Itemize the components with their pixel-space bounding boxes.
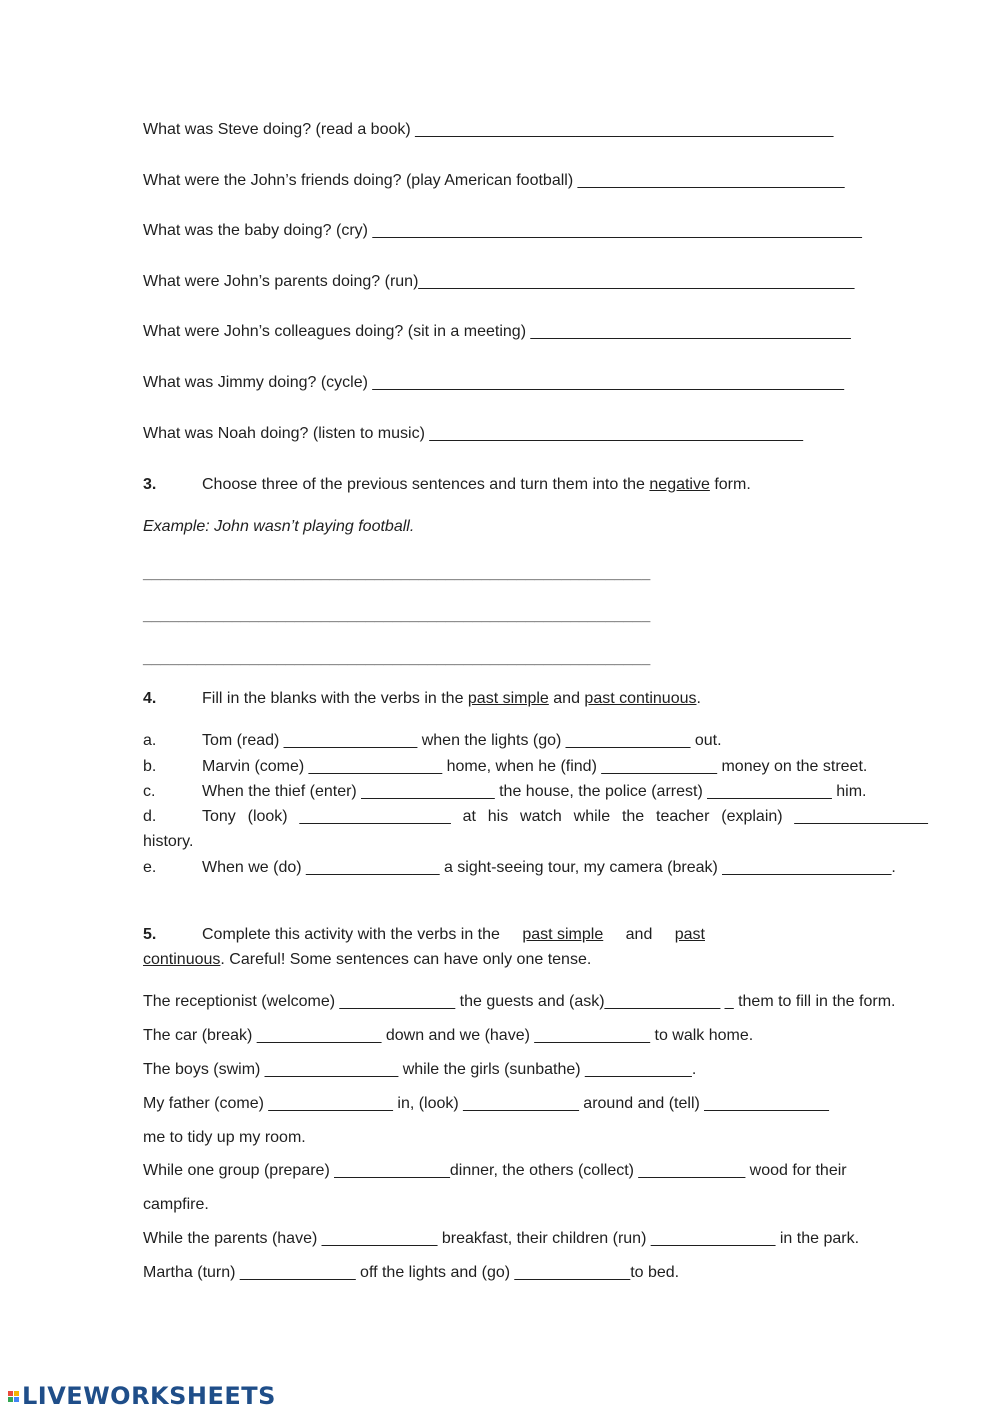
exercise-sentence-6[interactable]: While the parents (have) _____________ breakfast, their children (run) ______________ in the park. [143,1230,860,1247]
section-4-heading: 4. Fill in the blanks with the verbs in the past simple and past continuous. [143,690,701,707]
logo-text: LIVEWORKSHEETS [22,1382,276,1410]
section-5-heading-line2: continuous. Careful! Some sentences can have only one tense. [143,951,592,968]
answer-line-1[interactable]: _________________________________________________________ [143,565,651,582]
question-2: What were the John’s friends doing? (play American football) ______________________________ [143,172,845,189]
exercise-item-d-continuation: history. [143,833,194,850]
section-5-heading-line1: Complete this activity with the verbs in the past simple and past [202,926,705,943]
answer-line-3[interactable]: _________________________________________________________ [143,650,651,667]
answer-blank[interactable]: _________________________________________________ [418,273,855,290]
logo-block [8,1391,13,1396]
logo-block [14,1391,19,1396]
logo-blocks-icon [8,1391,19,1402]
answer-blank[interactable]: _____________________________________________________ [372,374,845,391]
question-7: What was Noah doing? (listen to music) __________________________________________ [143,425,804,442]
exercise-sentence-3[interactable]: The boys (swim) _______________ while the girls (sunbathe) ____________. [143,1061,697,1078]
question-3: What was the baby doing? (cry) _______________________________________________________ [143,222,862,239]
exercise-item-d[interactable]: Tony (look) _________________ at his watch while the teacher (explain) _______________ [202,808,928,825]
question-4: What were John’s parents doing? (run)_________________________________________________ [143,273,855,290]
underlined-term: past [674,926,705,943]
question-1: What was Steve doing? (read a book) _______________________________________________ [143,121,834,138]
answer-blank[interactable]: ______________________________ [577,172,845,189]
exercise-sentence-4[interactable]: My father (come) ______________ in, (look) _____________ around and (tell) ______________ [143,1095,829,1112]
exercise-item-e[interactable]: e. When we (do) _______________ a sight-seeing tour, my camera (break) ___________________. [143,859,896,876]
question-5: What were John’s colleagues doing? (sit in a meeting) ____________________________________ [143,323,851,340]
section-number: 4. [143,690,157,707]
exercise-sentence-5-continuation: campfire. [143,1196,209,1213]
exercise-item-d-label: d. [143,808,157,825]
answer-blank[interactable]: _________________ [299,808,451,825]
underlined-term: past simple [522,926,604,943]
answer-line-2[interactable]: _________________________________________________________ [143,607,651,624]
exercise-sentence-4-continuation: me to tidy up my room. [143,1129,306,1146]
section-3-example: Example: John wasn’t playing football. [143,518,415,535]
answer-blank[interactable]: __________________________________________ [429,425,804,442]
answer-blank[interactable]: _______________ [794,808,928,825]
logo-block [8,1397,13,1402]
exercise-sentence-2[interactable]: The car (break) ______________ down and we (have) _____________ to walk home. [143,1027,754,1044]
section-3-heading: 3. Choose three of the previous sentences and turn them into the negative form. [143,476,751,493]
answer-blank[interactable]: _______________________________________________________ [372,222,862,239]
exercise-item-a[interactable]: a. Tom (read) _______________ when the lights (go) ______________ out. [143,732,722,749]
answer-blank[interactable]: _______________________________________________ [415,121,834,138]
answer-blank[interactable]: ____________________________________ [530,323,851,340]
exercise-sentence-5[interactable]: While one group (prepare) _____________dinner, the others (collect) ____________ wood for their [143,1162,847,1179]
logo-block [14,1397,19,1402]
underlined-term: negative [649,476,710,493]
exercise-item-b[interactable]: b. Marvin (come) _______________ home, when he (find) _____________ money on the street. [143,758,868,775]
liveworksheets-logo[interactable] [8,1382,276,1410]
section-number: 3. [143,476,157,493]
underlined-term: continuous [143,951,221,968]
exercise-sentence-7[interactable]: Martha (turn) _____________ off the lights and (go) _____________to bed. [143,1264,680,1281]
exercise-item-c[interactable]: c. When the thief (enter) _______________ the house, the police (arrest) ______________ him. [143,783,867,800]
section-5-heading [143,925,705,945]
question-6: What was Jimmy doing? (cycle) _____________________________________________________ [143,374,845,391]
exercise-sentence-1[interactable]: The receptionist (welcome) _____________ the guests and (ask)_____________ _ them to fill in the form. [143,993,896,1010]
section-number: 5. [143,926,157,943]
underlined-term: past simple [467,690,549,707]
underlined-term: past continuous [584,690,697,707]
